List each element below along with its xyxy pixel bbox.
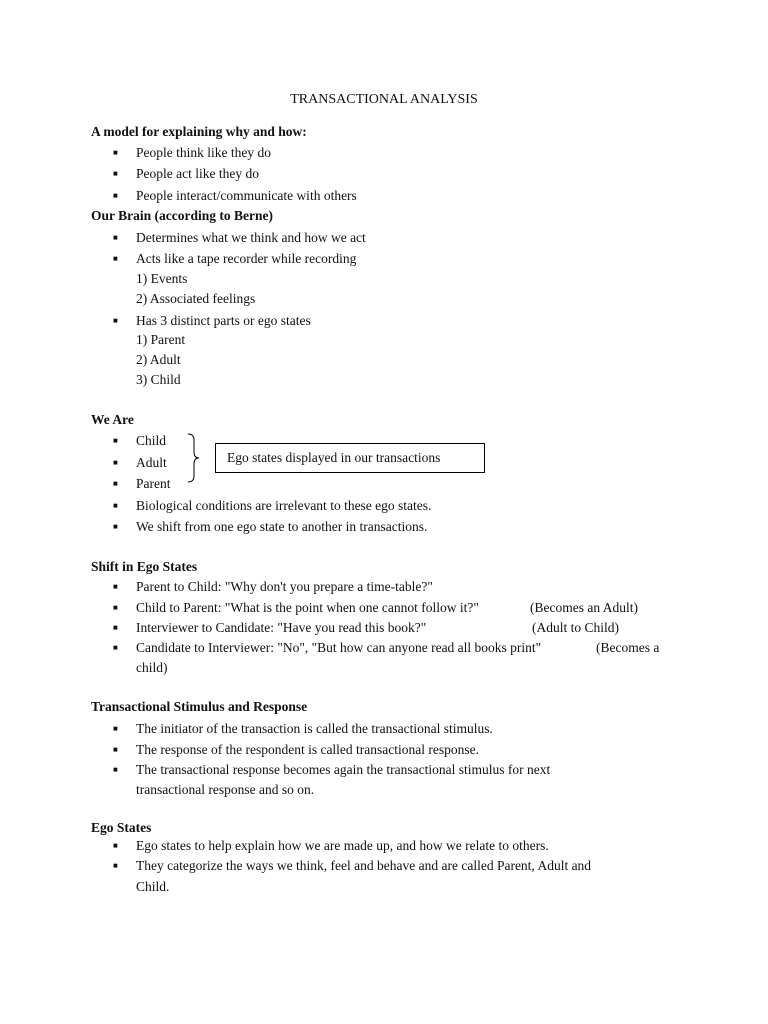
document-title: TRANSACTIONAL ANALYSIS <box>290 92 478 107</box>
section-heading-shift: Shift in Ego States <box>91 559 198 574</box>
numbered-sub-item: 1) Parent <box>136 332 186 347</box>
ego-shift-note-continuation: child) <box>136 660 168 675</box>
list-item: Biological conditions are irrelevant to these ego states. <box>136 498 432 513</box>
ego-shift-note: (Becomes a <box>596 640 660 655</box>
list-item: Child <box>136 433 167 448</box>
section-heading-model: A model for explaining why and how: <box>91 124 307 139</box>
ego-states-callout-box <box>215 443 485 473</box>
bullet-marker: ■ <box>113 169 118 178</box>
list-item: Candidate to Interviewer: "No", "But how can anyone read all books print" <box>136 640 542 655</box>
list-item: People think like they do <box>136 145 271 160</box>
bullet-marker: ■ <box>113 841 118 850</box>
numbered-sub-item: 3) Child <box>136 372 181 387</box>
section-heading-we-are: We Are <box>91 412 134 427</box>
list-item: Has 3 distinct parts or ego states <box>136 313 311 328</box>
ego-shift-note: (Becomes an Adult) <box>530 600 638 615</box>
bullet-marker: ■ <box>113 148 118 157</box>
bullet-marker: ■ <box>113 316 118 325</box>
right-brace-icon <box>186 433 200 483</box>
list-item: Ego states to help explain how we are made up, and how we relate to others. <box>136 838 549 853</box>
section-heading-stimulus: Transactional Stimulus and Response <box>91 699 308 714</box>
bullet-marker: ■ <box>113 861 118 870</box>
bullet-marker: ■ <box>113 623 118 632</box>
list-item: Acts like a tape recorder while recording <box>136 251 357 266</box>
list-item: Adult <box>136 455 167 470</box>
bullet-marker: ■ <box>113 191 118 200</box>
list-item: Determines what we think and how we act <box>136 230 366 245</box>
list-item: They categorize the ways we think, feel and behave and are called Parent, Adult and <box>136 858 592 873</box>
list-item: The response of the respondent is called transactional response. <box>136 742 480 757</box>
callout-label: Ego states displayed in our transactions <box>227 450 441 465</box>
list-item: Child to Parent: "What is the point when one cannot follow it?" <box>136 600 479 615</box>
bullet-marker: ■ <box>113 458 118 467</box>
numbered-sub-item: 2) Adult <box>136 352 181 367</box>
list-item: Interviewer to Candidate: "Have you read this book?" <box>136 620 427 635</box>
bullet-marker: ■ <box>113 603 118 612</box>
numbered-sub-item: 1) Events <box>136 271 188 286</box>
list-item: The transactional response becomes again the transactional stimulus for next <box>136 762 551 777</box>
numbered-sub-item: 2) Associated feelings <box>136 291 256 306</box>
bullet-marker: ■ <box>113 436 118 445</box>
bullet-marker: ■ <box>113 254 118 263</box>
list-item: People interact/communicate with others <box>136 188 357 203</box>
list-item-continuation: Child. <box>136 879 170 894</box>
bullet-marker: ■ <box>113 724 118 733</box>
list-item: People act like they do <box>136 166 259 181</box>
bullet-marker: ■ <box>113 501 118 510</box>
list-item-continuation: transactional response and so on. <box>136 782 315 797</box>
list-item: Parent to Child: "Why don't you prepare a time-table?" <box>136 579 433 594</box>
bullet-marker: ■ <box>113 479 118 488</box>
bullet-marker: ■ <box>113 582 118 591</box>
section-heading-brain: Our Brain (according to Berne) <box>91 208 273 223</box>
bullet-marker: ■ <box>113 745 118 754</box>
bullet-marker: ■ <box>113 233 118 242</box>
list-item: We shift from one ego state to another in transactions. <box>136 519 428 534</box>
bullet-marker: ■ <box>113 522 118 531</box>
bullet-marker: ■ <box>113 765 118 774</box>
list-item: Parent <box>136 476 171 491</box>
bullet-marker: ■ <box>113 643 118 652</box>
section-heading-ego-states: Ego States <box>91 820 152 835</box>
list-item: The initiator of the transaction is called the transactional stimulus. <box>136 721 493 736</box>
ego-shift-note: (Adult to Child) <box>532 620 619 635</box>
